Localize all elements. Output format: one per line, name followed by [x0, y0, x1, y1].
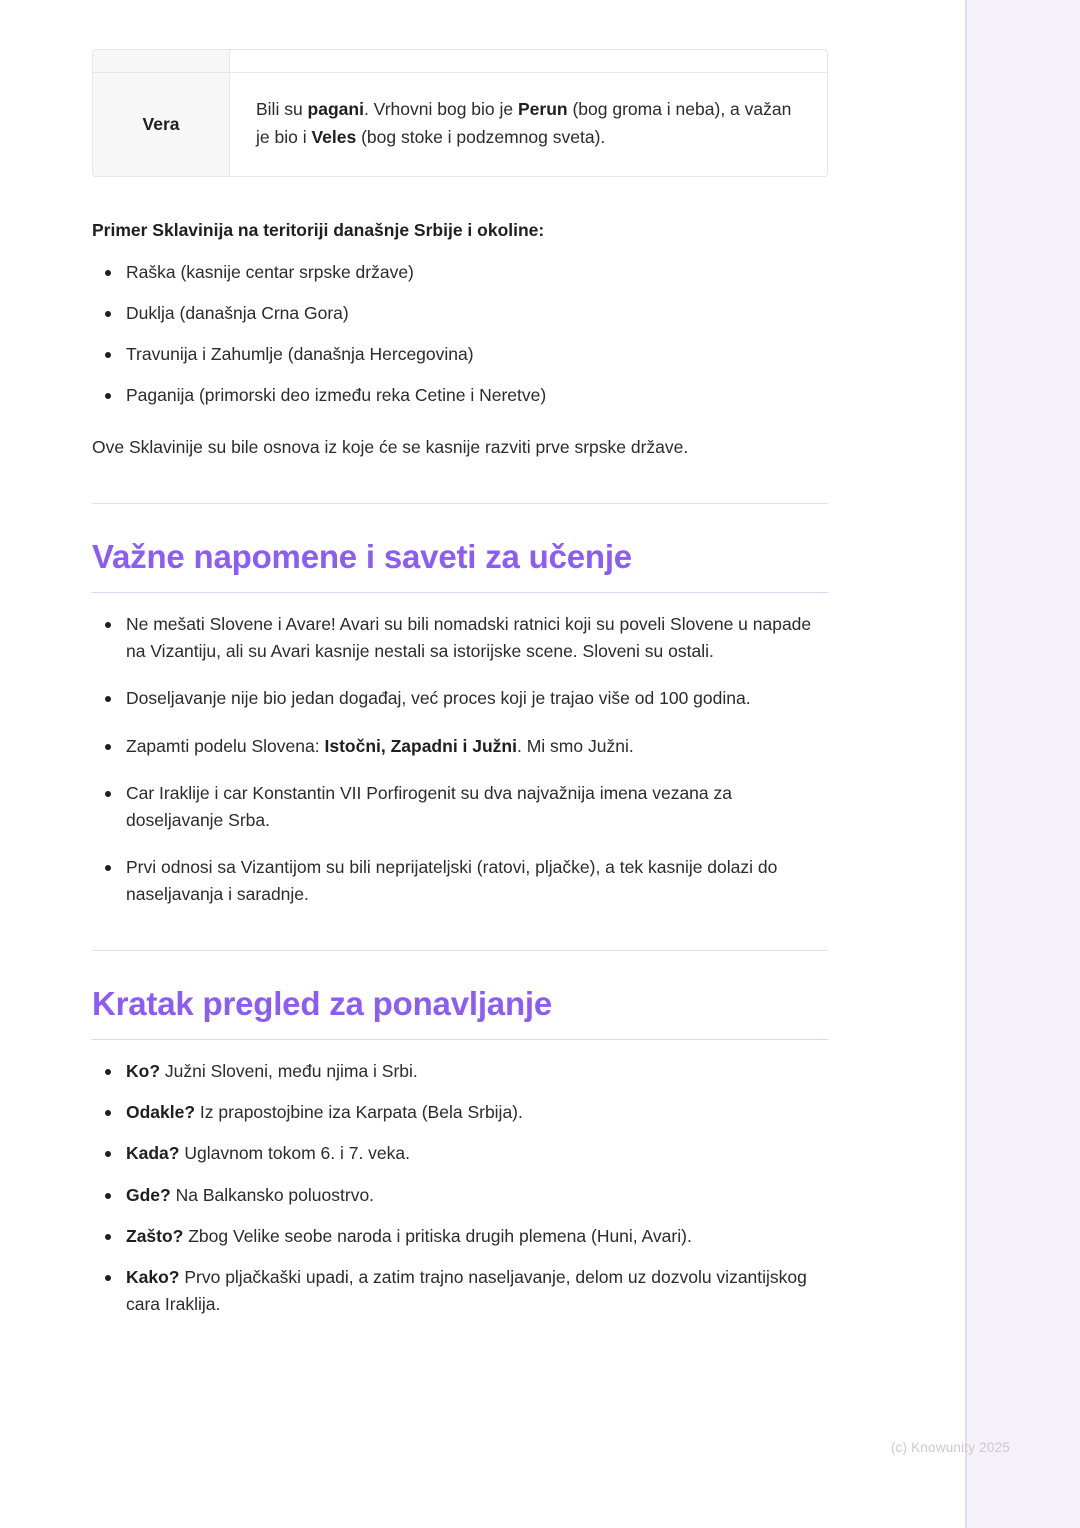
list-item: Doseljavanje nije bio jedan događaj, već proces koji je trajao više od 100 godina.	[92, 685, 828, 712]
list-item: Paganija (primorski deo između reka Cetine i Neretve)	[92, 382, 828, 409]
table-row-header: Vera	[93, 73, 230, 176]
sklavinije-closing: Ove Sklavinije su bile osnova iz koje će se kasnije razviti prve srpske države.	[92, 437, 689, 458]
list-item: Zapamti podelu Slovena: Istočni, Zapadni i Južni. Mi smo Južni.	[92, 733, 828, 760]
list-item: Duklja (današnja Crna Gora)	[92, 300, 828, 327]
list-item: Kako? Prvo pljačkaški upadi, a zatim trajno naseljavanje, delom uz dozvolu vizantijskog cara Iraklija.	[92, 1264, 828, 1318]
table-cell-body-partial	[230, 50, 827, 72]
table-cell-header-partial	[93, 50, 230, 72]
page-title-pregled: Kratak pregled za ponavljanje	[92, 985, 553, 1023]
document-content	[92, 0, 828, 1332]
watermark: (c) Knowunity 2025	[890, 1440, 1010, 1455]
section-divider	[92, 503, 828, 504]
pregled-list	[92, 1058, 828, 1318]
table-row	[93, 72, 827, 176]
title-underline	[92, 592, 828, 593]
list-item: Zašto? Zbog Velike seobe naroda i pritiska drugih plemena (Huni, Avari).	[92, 1223, 828, 1250]
table-row-body: Bili su pagani. Vrhovni bog bio je Perun (bog groma i neba), a važan je bio i Veles (bog stoke i podzemnog sveta).	[256, 99, 792, 148]
list-item: Raška (kasnije centar srpske države)	[92, 259, 828, 286]
napomene-list	[92, 611, 828, 908]
list-item: Travunija i Zahumlje (današnja Hercegovina)	[92, 341, 828, 368]
table-row-partial	[93, 50, 827, 72]
list-item: Gde? Na Balkansko poluostrvo.	[92, 1182, 828, 1209]
info-table	[92, 49, 828, 177]
sklavinije-list	[92, 259, 828, 410]
list-item: Ne mešati Slovene i Avare! Avari su bili nomadski ratnici koji su poveli Slovene u napade na Vizantiju, ali su Avari kasnije nestali sa istorijske scene. Sloveni su ostali.	[92, 611, 828, 665]
sklavinije-lead: Primer Sklavinija na teritoriji današnje Srbije i okoline:	[92, 219, 545, 240]
list-item: Odakle? Iz prapostojbine iza Karpata (Bela Srbija).	[92, 1099, 828, 1126]
page-edge-strip	[967, 0, 1080, 1528]
title-underline	[92, 1039, 828, 1040]
section-divider	[92, 950, 828, 951]
list-item: Prvi odnosi sa Vizantijom su bili neprijateljski (ratovi, pljačke), a tek kasnije dolazi do naseljavanja i saradnje.	[92, 854, 828, 908]
list-item: Kada? Uglavnom tokom 6. i 7. veka.	[92, 1140, 828, 1167]
page-edge-divider	[965, 0, 967, 1528]
list-item: Car Iraklije i car Konstantin VII Porfirogenit su dva najvažnija imena vezana za doseljavanje Srba.	[92, 780, 828, 834]
list-item: Ko? Južni Sloveni, među njima i Srbi.	[92, 1058, 828, 1085]
page-title-napomene: Važne napomene i saveti za učenje	[92, 538, 632, 576]
